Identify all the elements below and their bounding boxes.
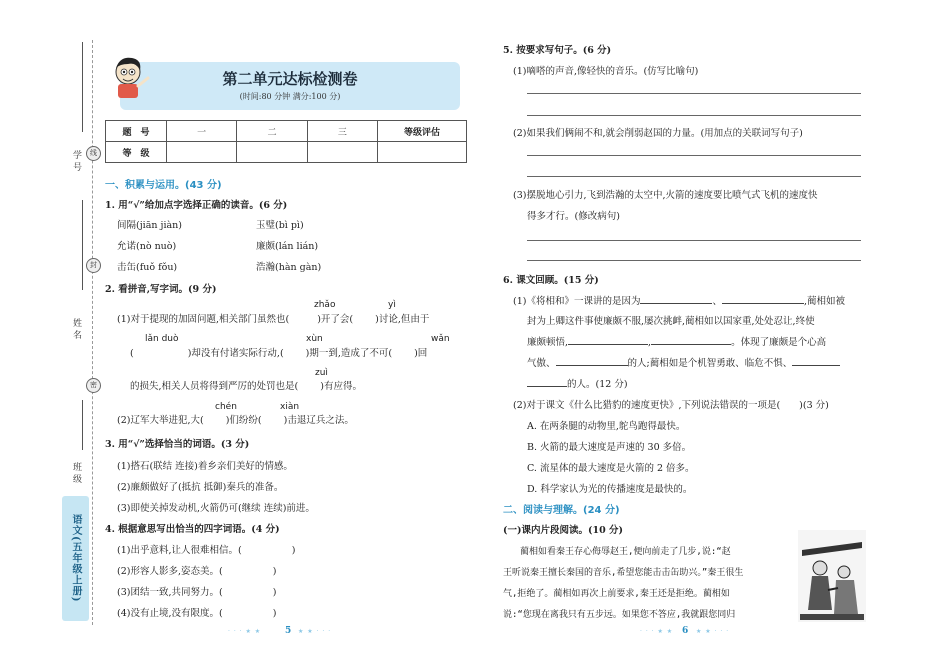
- answer-blank[interactable]: [722, 294, 804, 304]
- q2-text: )却没有付诸实际行动,(: [187, 348, 284, 359]
- pinyin-hint: xùn: [306, 334, 323, 344]
- pinyin-hint: chén: [215, 402, 237, 412]
- answer-line[interactable]: [527, 115, 861, 116]
- page-decoration: · · · ★ ★: [228, 628, 262, 635]
- q3-item: (2)廉颇做好了(抵抗 抵御)秦兵的准备。: [117, 482, 284, 493]
- q2-text: )有应得。: [320, 381, 362, 392]
- q4-item: [117, 542, 295, 556]
- q4-close: ): [272, 608, 277, 619]
- page-title: 第二单元达标检测卷: [222, 70, 358, 88]
- pinyin-hint: zuì: [315, 368, 328, 378]
- student-id-line: [82, 42, 83, 132]
- q4-text: (4)没有止境,没有限度。(: [117, 608, 223, 619]
- reading-line: 蔺相如看秦王存心侮辱赵王,便向前走了几步,说:“赵: [520, 547, 731, 557]
- section-2-title: 二、阅读与理解。(24 分): [503, 505, 620, 516]
- q6-line-2: 封为上卿这件事使廉颇不服,屡次挑衅,蔺相如以国家重,处处忍让,终使: [527, 316, 815, 327]
- question-2: 2. 看拼音,写字词。(9 分): [105, 284, 217, 295]
- answer-blank[interactable]: [651, 335, 731, 345]
- reading-title: (一)课内片段阅读。(10 分): [503, 525, 624, 536]
- q5-item-2: (2)如果我们俩闹不和,就会削弱赵国的力量。(用加点的关联词写句子): [513, 128, 803, 139]
- story-illustration: [798, 530, 866, 622]
- reading-line: 王听说秦王擅长秦国的音乐,希望您能击击缶助兴。”秦王很生: [503, 568, 744, 578]
- q6-item-2: (2)对于课文《什么比猎豹的速度更快》,下列说法错误的一项是( )(3 分): [513, 400, 829, 411]
- q2-text: (2)辽军大举进犯,大(: [117, 415, 204, 426]
- q4-close: ): [291, 545, 296, 556]
- q3-item: (3)即使关掉发动机,火箭仍可(继续 连续)前进。: [117, 503, 315, 514]
- q6-text: 的人。(12 分): [567, 379, 628, 390]
- q1-item: 允诺(nò nuò): [117, 241, 177, 252]
- page-decoration: ★ ★ · · ·: [298, 628, 332, 635]
- question-4: 4. 根据意思写出恰当的四字词语。(4 分): [105, 524, 280, 535]
- grade-cell[interactable]: [307, 142, 377, 163]
- q6-text: 廉颇顿悟,: [527, 337, 569, 348]
- q6-text: (1)《将相和》一课讲的是因为: [513, 296, 641, 307]
- answer-line[interactable]: [527, 260, 861, 261]
- q4-item: [117, 584, 276, 598]
- answer-blank[interactable]: [556, 356, 628, 366]
- q6-text: 气傲、: [527, 358, 556, 369]
- page-number-right: 6: [682, 626, 689, 636]
- q4-close: ): [272, 566, 277, 577]
- q6-text: 。体现了廉颇是个心高: [731, 337, 827, 348]
- q5-item-3a: (3)摆脱地心引力,飞到浩瀚的太空中,火箭的速度要比喷气式飞机的速度快: [513, 190, 818, 201]
- answer-line[interactable]: [527, 93, 861, 94]
- q2-text: 的损失,相关人员将得到严厉的处罚也是(: [130, 381, 299, 392]
- answer-line[interactable]: [527, 240, 861, 241]
- section-1-title: 一、积累与运用。(43 分): [105, 180, 222, 191]
- class-line: [82, 400, 83, 450]
- q5-item-1: (1)嘀嗒的声音,像轻快的音乐。(仿写比喻句): [513, 66, 699, 77]
- grade-cell[interactable]: [237, 142, 307, 163]
- q6-text: 、: [712, 296, 722, 307]
- q6-text: ,: [648, 337, 652, 348]
- q2-line-1: [117, 311, 429, 325]
- q4-text: (1)出乎意料,让人很难相信。(: [117, 545, 242, 556]
- q4-text: (2)形容人影多,姿态美。(: [117, 566, 223, 577]
- q6-line-5: [527, 376, 628, 390]
- question-6: 6. 课文回顾。(15 分): [503, 275, 599, 286]
- seal-secret-circle: 密: [86, 378, 101, 393]
- q2-text: )开了会(: [317, 314, 354, 325]
- q5-item-3b: 得多才行。(修改病句): [527, 211, 620, 222]
- grade-row-label: 等 级: [106, 142, 167, 163]
- q2-text: )们纷纷(: [225, 415, 262, 426]
- q6-option[interactable]: B. 火箭的最大速度是声速的 30 多倍。: [527, 442, 692, 453]
- q6-line-1: [513, 293, 845, 307]
- question-3: 3. 用“√”选择恰当的词语。(3 分): [105, 439, 250, 450]
- grade-header-cell: 题 号: [106, 121, 167, 142]
- grade-header-cell: 等级评估: [378, 121, 467, 142]
- grade-cell[interactable]: [167, 142, 237, 163]
- q4-close: ): [272, 587, 277, 598]
- binding-dashed-line: [92, 40, 93, 625]
- page-number-left: 5: [285, 626, 292, 636]
- answer-line[interactable]: [527, 176, 861, 177]
- answer-line[interactable]: [527, 155, 861, 156]
- pinyin-hint: lǎn duò: [145, 334, 179, 344]
- pinyin-hint: yì: [388, 300, 396, 310]
- seal-line-circle: 线: [86, 146, 101, 161]
- student-id-label: 学 号: [71, 150, 81, 171]
- q4-text: (3)团结一致,共同努力。(: [117, 587, 223, 598]
- q1-item: 击缶(fuǒ fǒu): [117, 262, 178, 273]
- q6-line-3: [527, 334, 826, 348]
- page-decoration: · · · ★ ★: [640, 628, 674, 635]
- question-5: 5. 按要求写句子。(6 分): [503, 45, 612, 56]
- grade-header-cell: 三: [307, 121, 377, 142]
- grade-header-cell: 一: [167, 121, 237, 142]
- q4-item: [117, 563, 276, 577]
- q6-text: ,蔺相如被: [803, 296, 846, 307]
- grade-cell[interactable]: [378, 142, 467, 163]
- q1-item: 间隔(jiān jiàn): [117, 220, 182, 231]
- pinyin-hint: wǎn: [431, 334, 450, 344]
- q2-text: )期一到,造成了不可(: [305, 348, 393, 359]
- q2-text: (: [130, 348, 134, 359]
- reading-line: 气,拒绝了。蔺相如再次上前要求,秦王还是拒绝。蔺相如: [503, 589, 730, 599]
- name-label: 姓 名: [71, 318, 81, 339]
- question-1: 1. 用“√”给加点字选择正确的读音。(6 分): [105, 200, 288, 211]
- answer-blank[interactable]: [792, 356, 840, 366]
- q2-line-2: [130, 345, 427, 359]
- q3-item: (1)搭石(联结 连接)着乡亲们美好的情感。: [117, 461, 293, 472]
- q2-line-4: [117, 412, 354, 426]
- q6-line-4: [527, 355, 840, 369]
- q6-text: 的人;蔺相如是个机智勇敢、临危不惧、: [627, 358, 793, 369]
- q2-text: (1)对于提现的加固问题,相关部门虽然也(: [117, 314, 290, 325]
- pinyin-hint: xiàn: [280, 402, 300, 412]
- reading-line: 说:“您现在离我只有五步远。如果您不答应,我就跟您同归: [503, 610, 736, 620]
- pinyin-hint: zhǎo: [314, 300, 336, 310]
- page-subtitle: (时间:80 分钟 满分:100 分): [239, 92, 341, 101]
- q2-text: )击退辽兵之法。: [283, 415, 354, 426]
- answer-blank[interactable]: [568, 335, 648, 345]
- q1-item: 浩瀚(hàn gàn): [256, 262, 322, 273]
- q6-option[interactable]: D. 科学家认为光的传播速度是最快的。: [527, 484, 693, 495]
- q1-item: 玉璧(bì pì): [256, 220, 304, 231]
- q2-text: )讨论,但由于: [375, 314, 430, 325]
- answer-blank[interactable]: [527, 377, 567, 387]
- q1-item: 廉颇(lán lián): [256, 241, 319, 252]
- grade-table: [105, 120, 467, 163]
- q4-item: [117, 605, 276, 619]
- name-line: [82, 200, 83, 290]
- q6-option[interactable]: A. 在两条腿的动物里,鸵鸟跑得最快。: [527, 421, 686, 432]
- q2-text: )回: [414, 348, 428, 359]
- q6-option[interactable]: C. 流星体的最大速度是火箭的 2 倍多。: [527, 463, 695, 474]
- class-label: 班 级: [71, 462, 81, 483]
- q2-line-3: [130, 378, 362, 392]
- seal-seal-circle: 封: [86, 258, 101, 273]
- page-decoration: ★ ★ · · ·: [696, 628, 730, 635]
- grade-header-cell: 二: [237, 121, 307, 142]
- subject-tag: 语文(五年级上册): [62, 496, 89, 621]
- answer-blank[interactable]: [640, 294, 712, 304]
